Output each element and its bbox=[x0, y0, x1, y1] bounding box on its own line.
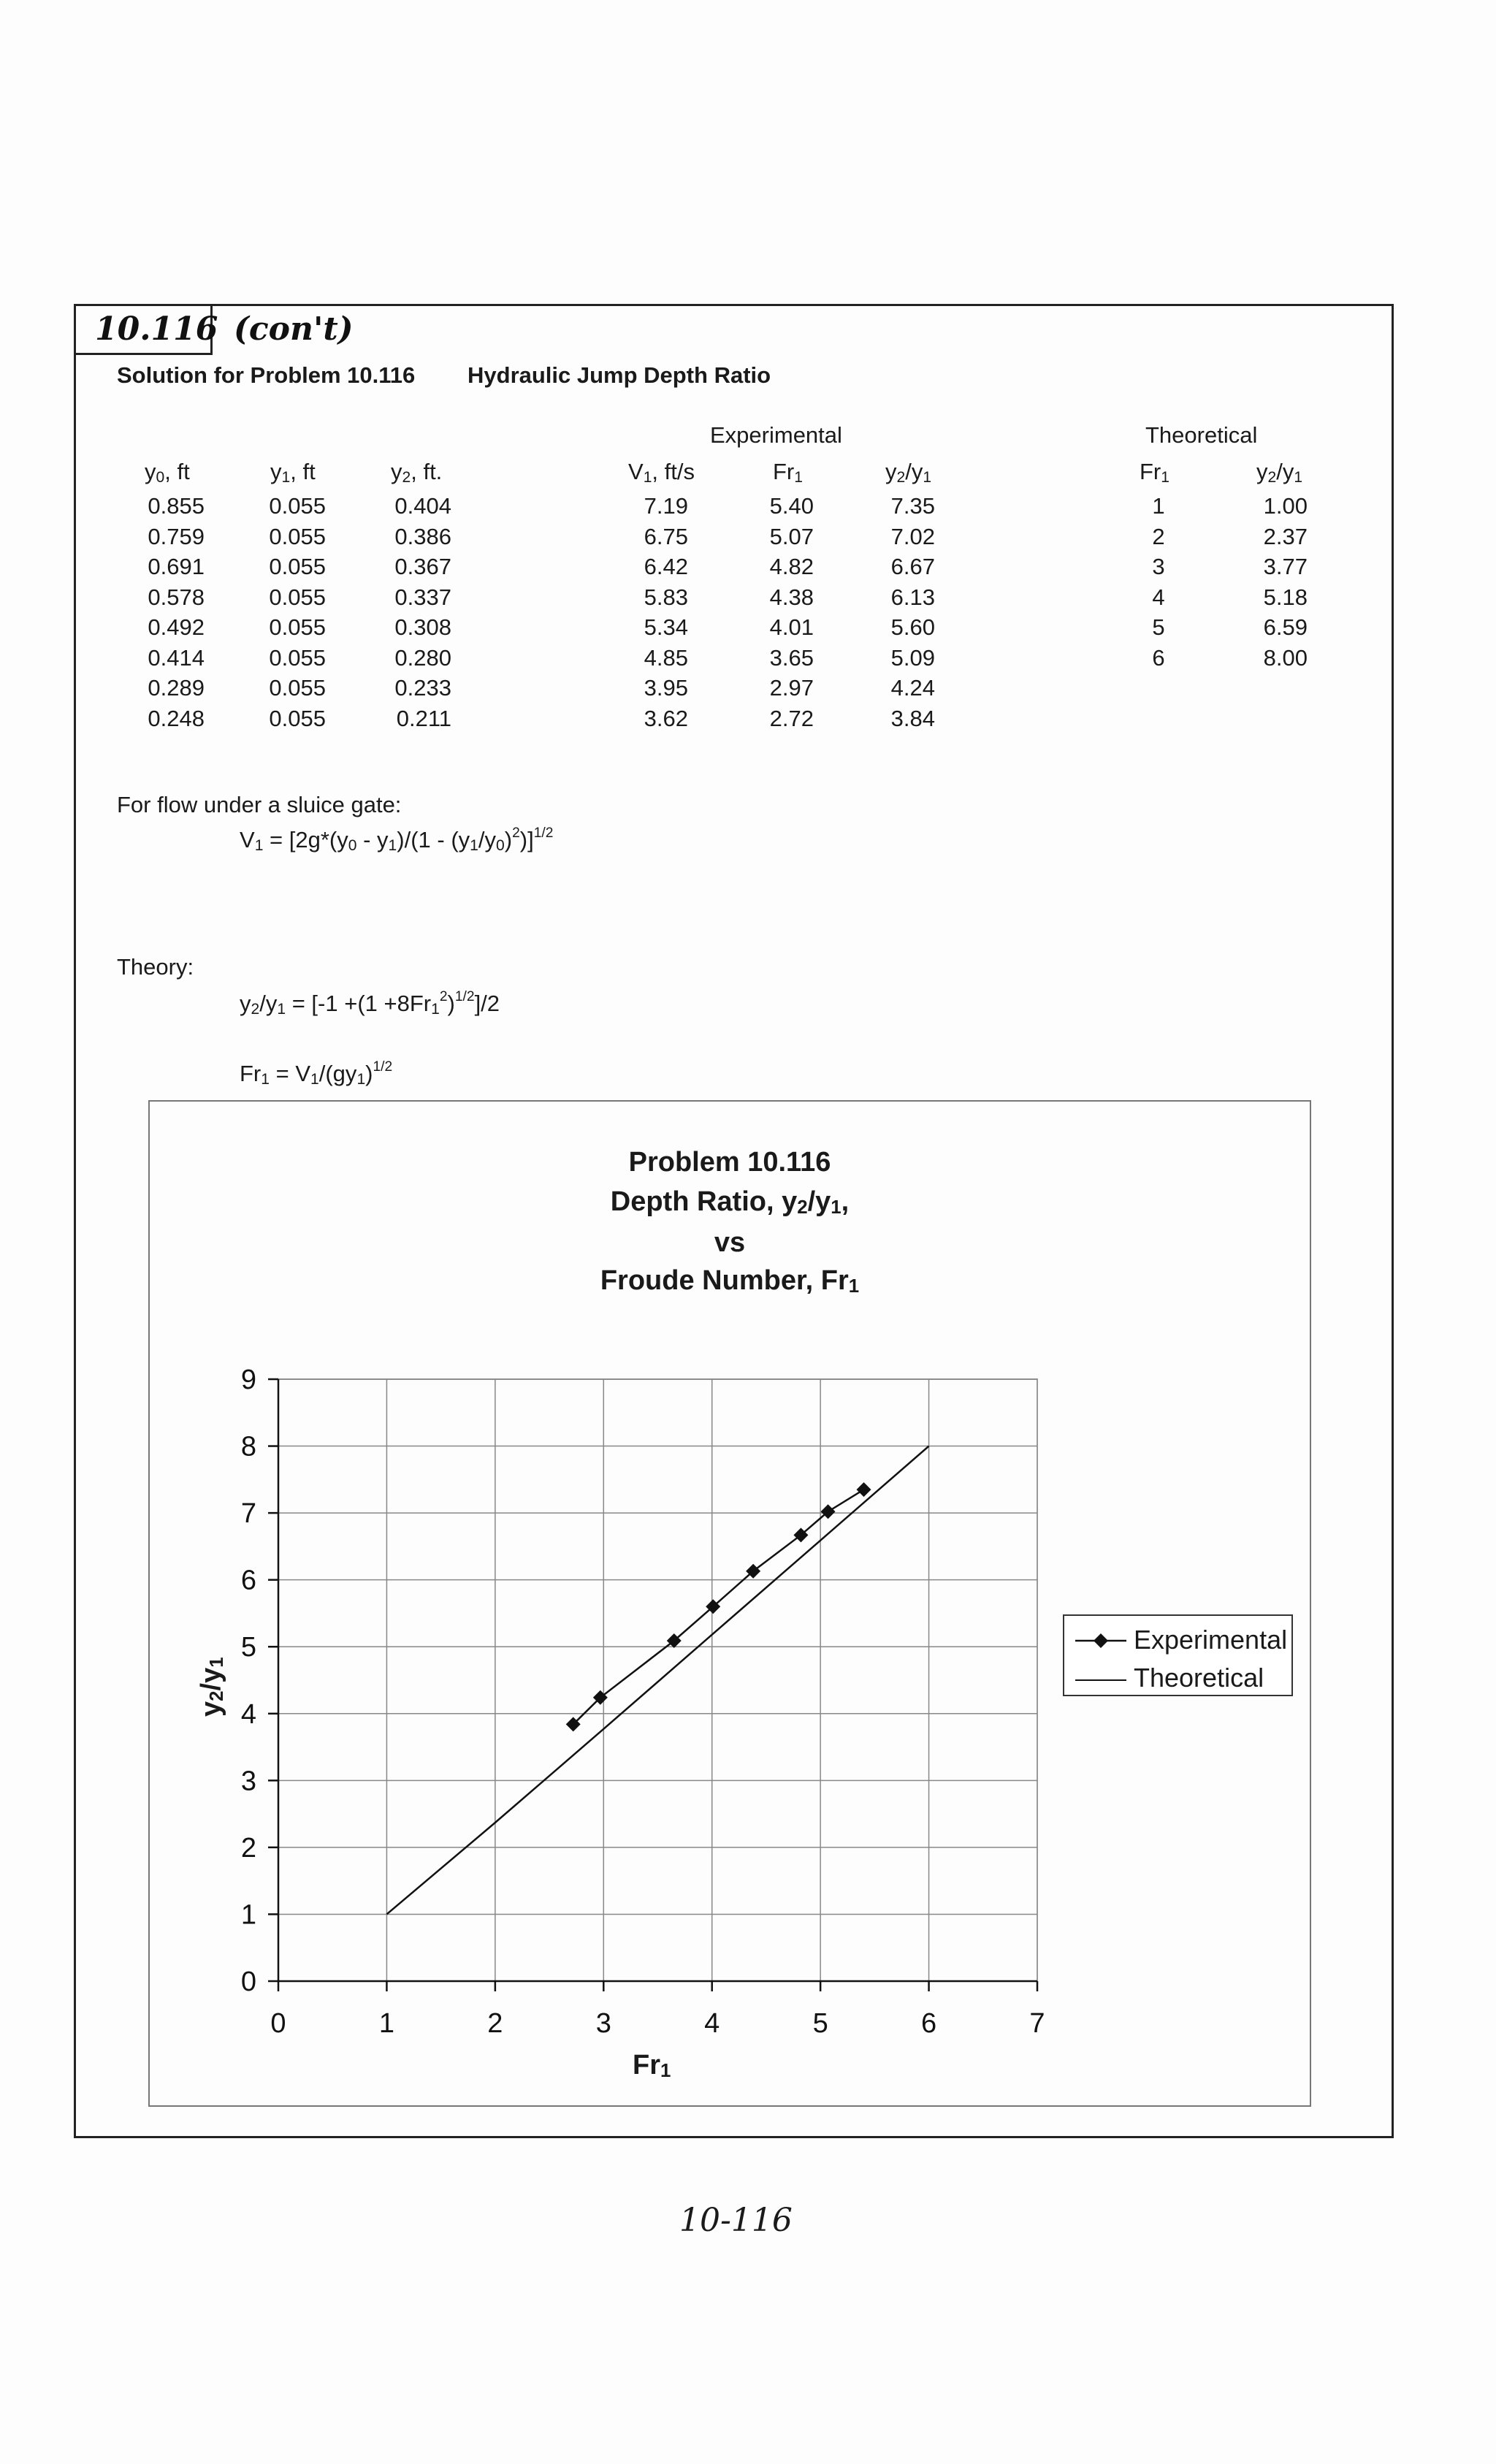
legend-theoretical-label: Theoretical bbox=[1134, 1663, 1264, 1693]
experimental-cell: 5.07 bbox=[769, 523, 814, 549]
experimental-cell: 0.308 bbox=[394, 614, 451, 640]
theoretical-cell: 6.59 bbox=[1263, 614, 1308, 640]
solution-subject: Hydraulic Jump Depth Ratio bbox=[468, 362, 771, 388]
experimental-cell: 0.055 bbox=[269, 614, 326, 640]
col-header-y1: $y_1$, ft bbox=[270, 459, 316, 486]
x-tick-label: 0 bbox=[270, 2008, 286, 2039]
theory-froude-formula: $Fr_1 = V_1/(gy_1)^{1/2}$ bbox=[240, 1059, 393, 1088]
x-tick-label: 3 bbox=[595, 2008, 611, 2039]
experimental-cell: 7.02 bbox=[890, 523, 935, 549]
col-header-y2: $y_2$, ft. bbox=[391, 459, 443, 486]
experimental-cell: 0.055 bbox=[269, 493, 326, 519]
chart-title-line-2: Depth Ratio, $y_2/y_1$, bbox=[610, 1186, 850, 1218]
theoretical-group-header: Theoretical bbox=[1145, 422, 1258, 448]
y-tick-label: 8 bbox=[240, 1431, 256, 1462]
problem-number-handwritten: 10.116 bbox=[95, 310, 218, 348]
experimental-cell: 0.492 bbox=[148, 614, 205, 640]
theoretical-cell: 1 bbox=[1152, 493, 1165, 519]
experimental-cell: 0.055 bbox=[269, 705, 326, 731]
experimental-cell: 0.414 bbox=[148, 644, 205, 671]
chart-legend bbox=[1063, 1614, 1293, 1696]
theoretical-cell: 2 bbox=[1152, 523, 1165, 549]
series-line-theoretical bbox=[386, 1446, 928, 1915]
experimental-cell: 0.211 bbox=[396, 705, 451, 731]
y-tick-label: 7 bbox=[240, 1498, 256, 1530]
theory-depth-ratio-formula: $y_2/y_1 = [-1 +(1 +8Fr_1^2)^{1/2}]/2$ bbox=[240, 989, 500, 1018]
x-tick-label: 4 bbox=[704, 2008, 720, 2039]
sluice-gate-formula: $V_1 = [2g*(y_0 - y_1)/(1 - (y_1/y_0)^2)]^{1/2}$ bbox=[240, 825, 554, 854]
experimental-data-point bbox=[857, 1482, 871, 1497]
x-tick-label: 5 bbox=[812, 2008, 828, 2039]
solution-label: Solution for Problem 10.116 bbox=[117, 362, 416, 388]
experimental-cell: 6.13 bbox=[890, 584, 935, 610]
experimental-cell: 5.09 bbox=[890, 644, 935, 671]
col-header-fr1: $Fr_1$ bbox=[773, 459, 803, 486]
col-header-depth-ratio: $y_2/y_1$ bbox=[885, 459, 932, 486]
experimental-cell: 4.82 bbox=[769, 554, 814, 579]
plot-area-border bbox=[278, 1379, 1037, 1981]
theoretical-cell: 8.00 bbox=[1263, 644, 1308, 671]
y-tick-label: 4 bbox=[240, 1698, 256, 1730]
experimental-cell: 4.01 bbox=[769, 614, 814, 640]
experimental-cell: 3.95 bbox=[644, 675, 688, 701]
y-tick-label: 3 bbox=[240, 1766, 256, 1797]
y-tick-label: 1 bbox=[240, 1899, 256, 1931]
col-header-y0: $y_0$, ft bbox=[145, 459, 190, 486]
experimental-cell: 3.62 bbox=[644, 705, 688, 731]
legend-swatches bbox=[1072, 1626, 1130, 1692]
experimental-cell: 7.19 bbox=[644, 493, 688, 519]
x-axis-title: $Fr_1$ bbox=[633, 2050, 671, 2081]
chart-title-line-1: Problem 10.116 bbox=[628, 1147, 831, 1178]
experimental-cell: 0.280 bbox=[394, 644, 451, 671]
experimental-cell: 6.42 bbox=[644, 554, 688, 579]
theoretical-cell: 3.77 bbox=[1263, 554, 1308, 579]
experimental-cell: 0.386 bbox=[394, 523, 451, 549]
experimental-cell: 5.40 bbox=[769, 493, 814, 519]
experimental-cell: 0.337 bbox=[394, 584, 451, 610]
legend-experimental-label: Experimental bbox=[1134, 1625, 1288, 1655]
theoretical-cell: 4 bbox=[1152, 584, 1165, 610]
experimental-cell: 0.055 bbox=[269, 675, 326, 701]
theoretical-cell: 3 bbox=[1152, 554, 1165, 579]
experimental-group-header: Experimental bbox=[710, 422, 842, 448]
experimental-cell: 0.248 bbox=[148, 705, 205, 731]
experimental-cell: 0.233 bbox=[394, 675, 451, 701]
chart-title-line-3: vs bbox=[714, 1227, 746, 1258]
col-header-theoretical-depth-ratio: $y_2/y_1$ bbox=[1256, 459, 1303, 486]
theory-label: Theory: bbox=[117, 954, 194, 980]
experimental-cell: 0.367 bbox=[394, 554, 451, 579]
experimental-cell: 4.85 bbox=[644, 644, 688, 671]
experimental-cell: 0.578 bbox=[148, 584, 205, 610]
experimental-cell: 3.84 bbox=[890, 705, 935, 731]
experimental-cell: 0.055 bbox=[269, 523, 326, 549]
experimental-cell: 6.75 bbox=[644, 523, 688, 549]
experimental-cell: 0.055 bbox=[269, 644, 326, 671]
experimental-cell: 5.60 bbox=[890, 614, 935, 640]
experimental-cell: 0.055 bbox=[269, 584, 326, 610]
experimental-cell: 2.97 bbox=[769, 675, 814, 701]
sluice-gate-intro: For flow under a sluice gate: bbox=[117, 792, 402, 817]
experimental-cell: 0.855 bbox=[148, 493, 205, 519]
experimental-cell: 4.24 bbox=[890, 675, 935, 701]
experimental-cell: 0.759 bbox=[148, 523, 205, 549]
theoretical-cell: 6 bbox=[1152, 644, 1165, 671]
x-tick-label: 2 bbox=[487, 2008, 503, 2039]
theoretical-cell: 5.18 bbox=[1263, 584, 1308, 610]
experimental-cell: 4.38 bbox=[769, 584, 814, 610]
x-tick-label: 1 bbox=[378, 2008, 394, 2039]
experimental-cell: 0.055 bbox=[269, 554, 326, 579]
page-number-handwritten: 10-116 bbox=[679, 2202, 793, 2239]
experimental-cell: 7.35 bbox=[890, 493, 935, 519]
experimental-cell: 5.83 bbox=[644, 584, 688, 610]
experimental-cell: 5.34 bbox=[644, 614, 688, 640]
experimental-cell: 3.65 bbox=[769, 644, 814, 671]
experimental-cell: 2.72 bbox=[769, 705, 814, 731]
theoretical-cell: 5 bbox=[1152, 614, 1165, 640]
experimental-cell: 0.691 bbox=[148, 554, 205, 579]
y-tick-label: 5 bbox=[240, 1632, 256, 1663]
experimental-cell: 0.289 bbox=[148, 675, 205, 701]
continued-note-handwritten: (con't) bbox=[234, 310, 354, 348]
y-tick-label: 2 bbox=[240, 1832, 256, 1864]
theoretical-cell: 2.37 bbox=[1263, 523, 1308, 549]
experimental-cell: 0.404 bbox=[394, 493, 451, 519]
y-tick-label: 0 bbox=[240, 1967, 256, 1997]
legend-experimental-marker bbox=[1094, 1633, 1108, 1648]
experimental-cell: 6.67 bbox=[890, 554, 935, 579]
y-tick-label: 6 bbox=[240, 1565, 256, 1596]
theoretical-cell: 1.00 bbox=[1263, 493, 1308, 519]
col-header-theoretical-fr1: $Fr_1$ bbox=[1140, 459, 1169, 486]
chart-title-line-4: Froude Number, $Fr_1$ bbox=[600, 1265, 860, 1297]
y-axis-title: $y_2/y_1$ bbox=[196, 1657, 227, 1717]
col-header-v1: $V_1$, ft/s bbox=[628, 459, 695, 486]
y-tick-label: 9 bbox=[240, 1365, 256, 1395]
x-tick-label: 7 bbox=[1029, 2008, 1045, 2039]
x-tick-label: 6 bbox=[921, 2008, 937, 2039]
